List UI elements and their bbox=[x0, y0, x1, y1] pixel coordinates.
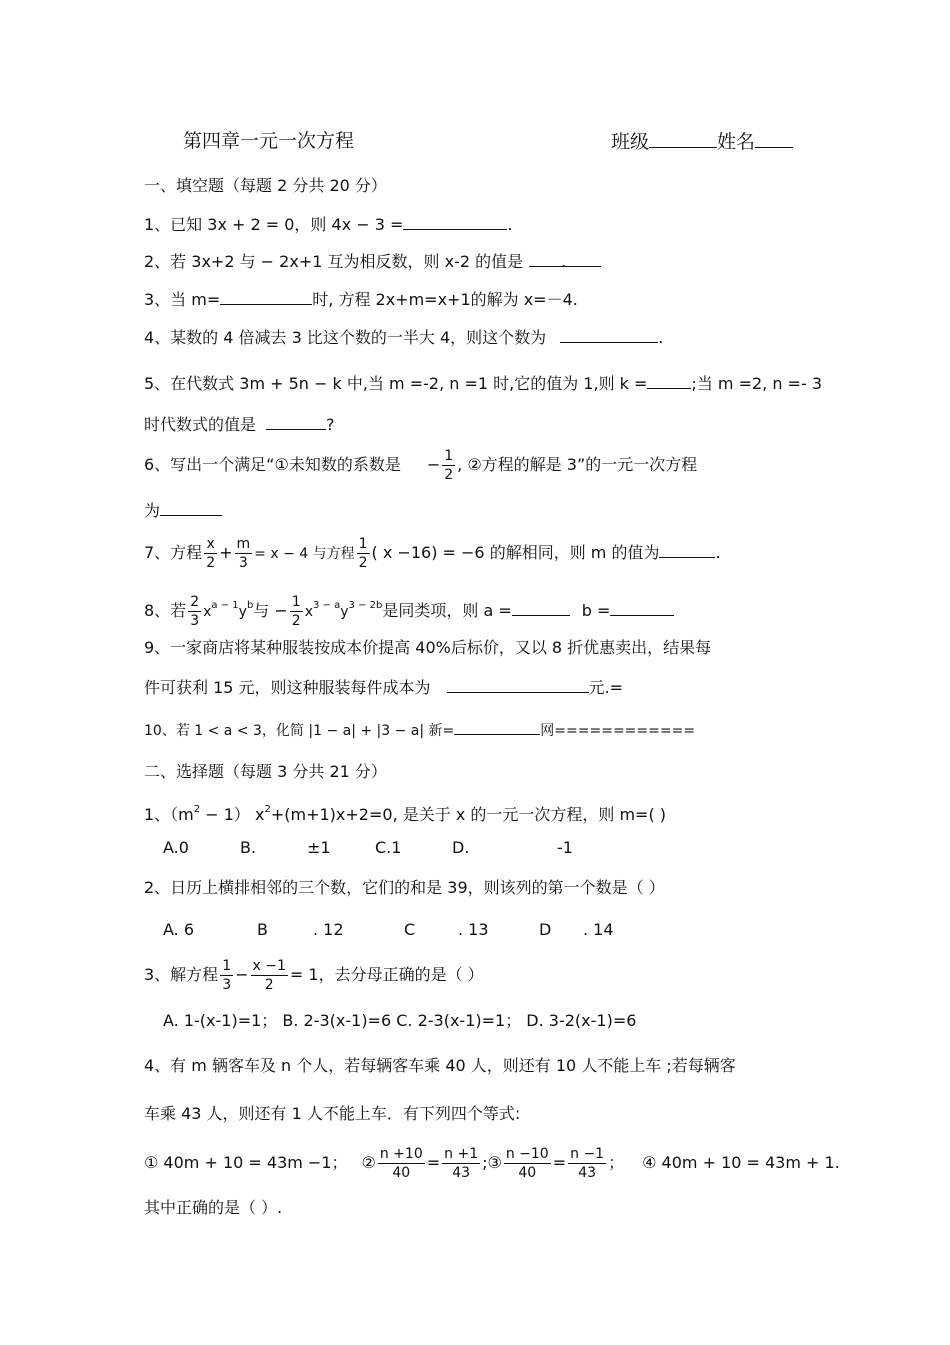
q7-text-3: ( x −16) = −6 的解相同，则 m 的值为 bbox=[371, 543, 660, 562]
q10-text: 10、若 1 < a < 3，化简 |1 − a| + |3 − a| 新= bbox=[144, 723, 455, 739]
class-field[interactable] bbox=[611, 131, 793, 152]
eq2-end: ; bbox=[482, 1153, 488, 1172]
q3-text: 3、当 m= bbox=[144, 290, 221, 309]
question-2-4-line4: 其中正确的是（ ）. bbox=[144, 1198, 283, 1217]
q2-1-option-b[interactable]: B. bbox=[240, 838, 257, 857]
q2-3-text-2: = 1，去分母正确的是（ ） bbox=[289, 965, 484, 984]
question-1-10 bbox=[144, 718, 695, 741]
q7-fraction-2: $\frac{m}{3}$ bbox=[236, 536, 251, 571]
q2-2-option-d-value: . 14 bbox=[583, 920, 614, 939]
q8-fraction-2: $\frac{1}{2}$ bbox=[291, 594, 301, 629]
question-2-3 bbox=[144, 955, 484, 995]
class-blank[interactable] bbox=[649, 131, 717, 148]
question-1-9-line1: 9、一家商店将某种服装按成本价提高 40%后标价，又以 8 折优惠卖出，结果每 bbox=[144, 638, 712, 657]
answer-blank[interactable] bbox=[266, 413, 326, 430]
q2-2-option-b[interactable]: B bbox=[257, 920, 268, 939]
question-2-4-line2: 车乘 43 人，则还有 1 人不能上车．有下列四个等式: bbox=[144, 1104, 521, 1123]
equation-4: ④ 40m + 10 = 43m + 1. bbox=[642, 1153, 840, 1172]
question-1-3 bbox=[144, 288, 578, 310]
equation-1: ① 40m + 10 = 43m −1； bbox=[144, 1153, 348, 1172]
answer-blank[interactable] bbox=[659, 541, 715, 558]
q1-end: . bbox=[507, 215, 513, 234]
q4-end: . bbox=[658, 328, 664, 347]
page-title: 第四章一元一次方程 bbox=[183, 130, 355, 152]
q8-y2: y bbox=[340, 604, 349, 620]
q8-text-2: 与 − bbox=[253, 601, 288, 620]
q2-end: . bbox=[561, 252, 567, 271]
q2-2-option-c[interactable]: C bbox=[404, 920, 416, 939]
question-1-7 bbox=[144, 533, 721, 574]
q6-text-2: , ②方程的解是 3”的一元一次方程 bbox=[457, 455, 698, 474]
question-1-4 bbox=[144, 326, 663, 348]
question-2-1 bbox=[144, 800, 666, 825]
q5-text-2: ;当 m =2, n =- 3 bbox=[691, 374, 823, 393]
q8-y1: y bbox=[238, 604, 247, 620]
name-label: 姓名 bbox=[717, 131, 756, 153]
eq3-fraction-1: $\frac{n -10}{40}$ bbox=[505, 1146, 549, 1181]
q8-exp3: 3 − a bbox=[313, 600, 341, 611]
q4-text: 4、某数的 4 倍减去 3 比这个数的一半大 4，则这个数为 bbox=[144, 328, 547, 347]
q2-1-option-c[interactable]: C.1 bbox=[375, 838, 402, 857]
q7-fraction-1: $\frac{x}{2}$ bbox=[206, 536, 216, 571]
q8-fraction-1: $\frac{2}{3}$ bbox=[190, 594, 200, 629]
q8-text: 8、若 bbox=[144, 601, 187, 620]
eq3-end: ； bbox=[608, 1153, 625, 1172]
q2-2-option-d[interactable]: D bbox=[539, 920, 552, 939]
q2-text: 2、若 3x+2 与 − 2x+1 互为相反数，则 x-2 的值是 bbox=[144, 252, 524, 271]
q8-exp2: b bbox=[246, 600, 254, 611]
q7-text: 7、方程 bbox=[144, 543, 203, 562]
question-1-5-line1 bbox=[144, 372, 822, 394]
answer-blank-b[interactable] bbox=[610, 599, 674, 616]
q9-end: 元.= bbox=[588, 678, 624, 697]
q9-text: 件可获利 15 元，则这种服装每件成本为 bbox=[144, 678, 431, 697]
answer-blank[interactable] bbox=[220, 288, 312, 305]
q2-1-sup2: 2 bbox=[264, 804, 271, 815]
q8-x2: x bbox=[304, 604, 314, 620]
q7-plus: + bbox=[219, 543, 233, 562]
question-1-1 bbox=[144, 213, 513, 235]
q5-end: ? bbox=[326, 415, 335, 434]
q6-fraction: $\frac{1}{2}$ bbox=[444, 448, 454, 483]
q2-3-fraction-1: $\frac{1}{3}$ bbox=[222, 958, 232, 993]
q7-text-2: = x − 4 与方程 bbox=[254, 546, 355, 562]
q2-1-sup1: 2 bbox=[193, 804, 201, 815]
eq3-fraction-2: $\frac{n -1}{43}$ bbox=[570, 1146, 605, 1181]
q6-minus: − bbox=[426, 455, 441, 474]
q2-3-options[interactable]: A. 1-(x-1)=1； B. 2-3(x-1)=6 C. 2-3(x-1)=1； D. 3-2(x-1)=6 bbox=[163, 1011, 637, 1030]
q2-3-text: 3、解方程 bbox=[144, 965, 219, 984]
answer-blank[interactable] bbox=[447, 676, 589, 693]
q2-3-minus: − bbox=[235, 965, 249, 984]
q8-text-3: 是同类项，则 a = bbox=[382, 601, 512, 620]
eq2-fraction-1: $\frac{n +10}{40}$ bbox=[379, 1146, 423, 1181]
answer-blank[interactable] bbox=[160, 499, 222, 516]
q5-text: 5、在代数式 3m + 5n − k 中,当 m =-2, n =1 时,它的值为 1,则 k = bbox=[144, 374, 648, 393]
question-1-6-line2 bbox=[144, 499, 222, 521]
eq2-equals: = bbox=[426, 1153, 441, 1172]
answer-blank-a[interactable] bbox=[512, 599, 570, 616]
q6-text-3: 为 bbox=[144, 501, 161, 520]
question-2-2: 2、日历上横排相邻的三个数，它们的和是 39，则该列的第一个数是（ ） bbox=[144, 878, 665, 897]
q8-text-4: b = bbox=[581, 601, 611, 620]
question-1-6-line1 bbox=[144, 445, 697, 485]
question-1-9-line2 bbox=[144, 676, 623, 698]
section1-heading: 一、填空题（每题 2 分共 20 分） bbox=[144, 176, 387, 195]
question-1-5-line2 bbox=[144, 413, 335, 435]
class-label: 班级 bbox=[611, 131, 650, 153]
q3-end: 时, 方程 2x+m=x+1的解为 x=－4. bbox=[312, 290, 578, 309]
question-1-2 bbox=[144, 250, 566, 272]
q2-2-option-c-value: . 13 bbox=[458, 920, 489, 939]
q2-3-fraction-2: $\frac{x -1}{2}$ bbox=[252, 958, 286, 993]
q6-text: 6、写出一个满足“①未知数的系数是 bbox=[144, 455, 401, 474]
q2-1-text-3: +(m+1)x+2=0, 是关于 x 的一元一次方程，则 m=( ) bbox=[270, 805, 667, 824]
q2-1-option-a[interactable]: A.0 bbox=[163, 838, 189, 857]
q2-1-option-d-value: -1 bbox=[557, 838, 573, 857]
q2-1-option-b-value: ±1 bbox=[307, 838, 331, 857]
q8-exp4: 3 − 2b bbox=[348, 600, 383, 611]
answer-blank[interactable] bbox=[647, 372, 691, 389]
equation-3-label: ③ bbox=[487, 1153, 502, 1172]
q7-end: . bbox=[715, 543, 721, 562]
eq2-fraction-2: $\frac{n +1}{43}$ bbox=[444, 1146, 479, 1181]
question-1-8 bbox=[144, 586, 674, 632]
q2-1-text-2: − 1） x bbox=[200, 805, 265, 824]
question-2-4-equations bbox=[144, 1143, 840, 1183]
q7-fraction-3: $\frac{1}{2}$ bbox=[358, 536, 368, 571]
q8-x1: x bbox=[203, 604, 212, 620]
eq3-equals: = bbox=[552, 1153, 567, 1172]
answer-blank[interactable] bbox=[560, 326, 658, 343]
equation-2-label: ② bbox=[361, 1153, 376, 1172]
question-2-4-line1: 4、有 m 辆客车及 n 个人，若每辆客车乘 40 人，则还有 10 人不能上车 ;若每辆客 bbox=[144, 1056, 736, 1075]
q2-2-option-a[interactable]: A. 6 bbox=[163, 920, 195, 939]
q10-end: 网============ bbox=[540, 723, 696, 739]
q2-2-option-b-value: . 12 bbox=[313, 920, 344, 939]
q2-1-option-d[interactable]: D. bbox=[452, 838, 470, 857]
q5-text-3: 时代数式的值是 bbox=[144, 415, 257, 434]
answer-blank[interactable] bbox=[454, 718, 540, 735]
answer-blank[interactable] bbox=[403, 213, 507, 230]
q8-exp1: a − 1 bbox=[211, 600, 239, 611]
q1-text: 1、已知 3x + 2 = 0，则 4x − 3 = bbox=[144, 215, 404, 234]
section2-heading: 二、选择题（每题 3 分共 21 分） bbox=[144, 762, 387, 781]
name-blank[interactable] bbox=[755, 131, 793, 148]
q2-1-text: 1、（m bbox=[144, 805, 194, 824]
